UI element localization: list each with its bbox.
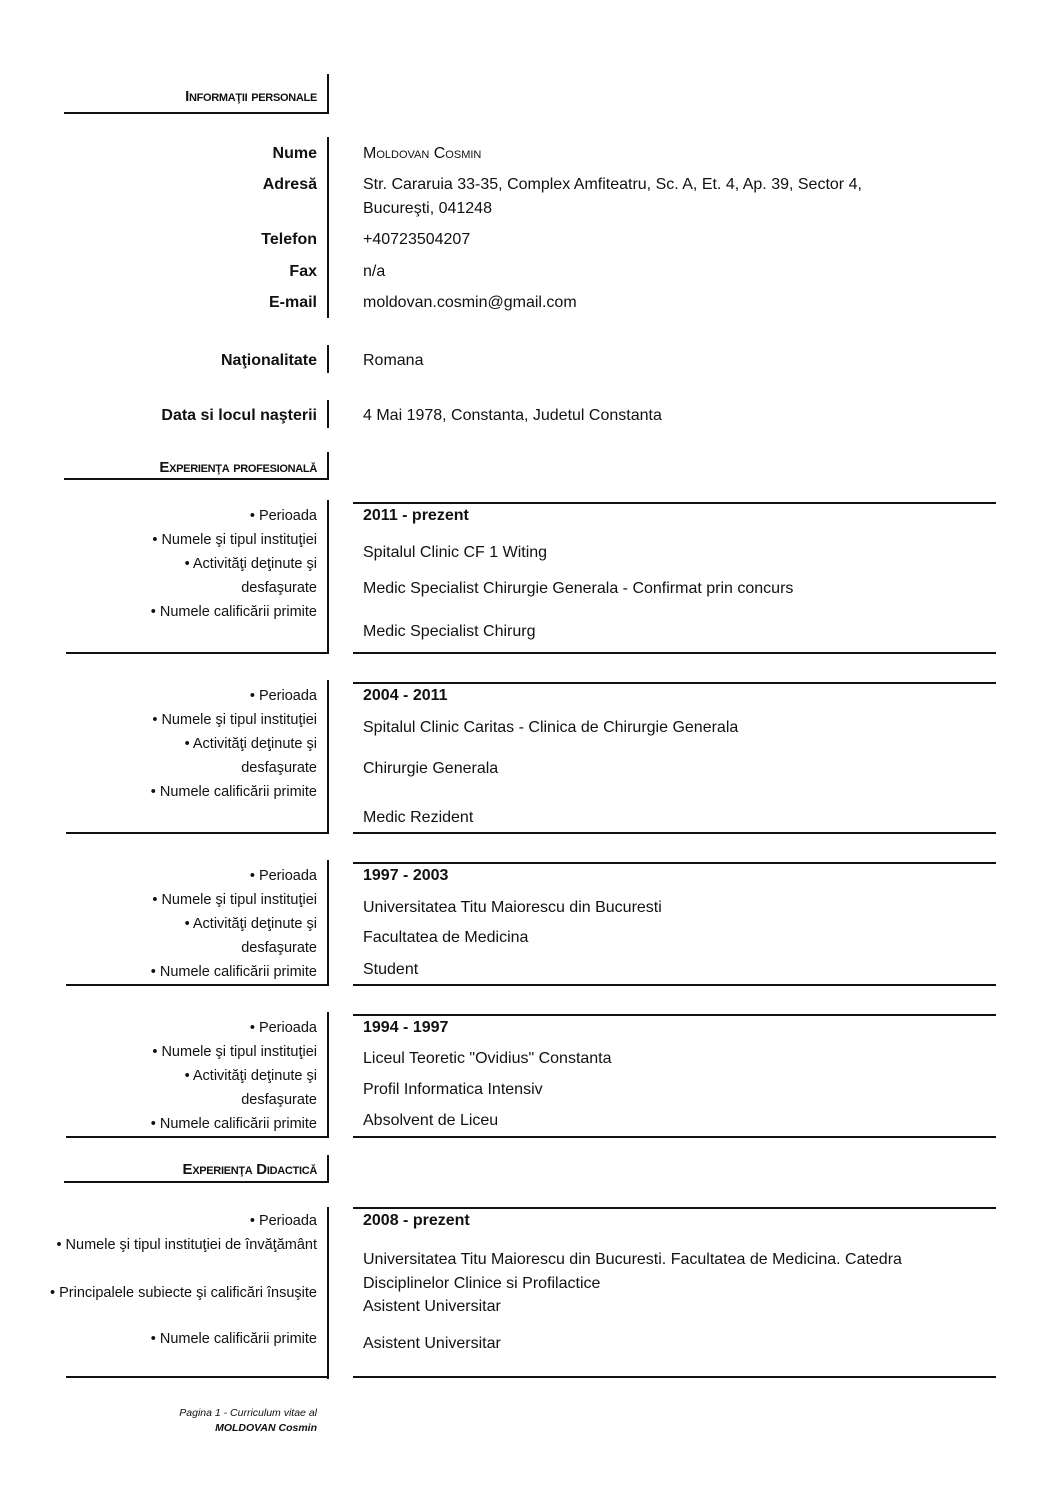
footer-line2: MOLDOVAN Cosmin — [215, 1422, 317, 1434]
didactic-period: 2008 - prezent — [363, 1212, 470, 1229]
entry-qualification: Medic Specialist Chirurg — [363, 623, 536, 640]
divider — [353, 1014, 996, 1016]
label-qualification: • Numele calificării primite — [150, 784, 317, 800]
divider — [327, 500, 329, 652]
entry-qualification: Student — [363, 961, 419, 978]
label-didactic-qualification: • Numele calificării primite — [150, 1331, 317, 1347]
label-didactic-period: • Perioada — [249, 1213, 317, 1229]
divider — [327, 1207, 329, 1379]
page-footer — [179, 1406, 317, 1436]
entry-institution: Spitalul Clinic CF 1 Witing — [363, 544, 548, 561]
divider — [327, 74, 329, 114]
label-qualification: • Numele calificării primite — [150, 964, 317, 980]
section-title-personal — [185, 88, 317, 105]
divider — [327, 1012, 329, 1136]
label-activity: • Activităţi deţinute şi desfaşurate — [184, 916, 317, 956]
entry-period: 1997 - 2003 — [363, 867, 449, 884]
divider — [64, 478, 329, 480]
divider — [66, 832, 329, 834]
label-qualification: • Numele calificării primite — [150, 604, 317, 620]
entry-institution: Universitatea Titu Maiorescu din Bucuresti — [363, 899, 662, 916]
entry-period: 2011 - prezent — [363, 507, 469, 524]
label-period: • Perioada — [249, 1020, 317, 1036]
label-name: Nume — [272, 145, 317, 162]
divider — [327, 137, 329, 318]
label-fax: Fax — [289, 263, 317, 280]
divider — [66, 1136, 329, 1138]
divider — [353, 502, 996, 504]
label-email: E-mail — [268, 294, 317, 311]
entry-activity: Facultatea de Medicina — [363, 929, 529, 946]
label-institution: • Numele şi tipul instituţiei — [152, 1044, 317, 1060]
value-birth: 4 Mai 1978, Constanta, Judetul Constanta — [363, 407, 662, 424]
divider — [353, 682, 996, 684]
divider — [66, 984, 329, 986]
entry-institution: Liceul Teoretic "Ovidius" Constanta — [363, 1050, 612, 1067]
divider — [64, 112, 329, 114]
label-period: • Perioada — [249, 868, 317, 884]
section-title-didactic-text: Experienţa Didactică — [182, 1161, 317, 1178]
label-institution: • Numele şi tipul instituţiei — [152, 892, 317, 908]
didactic-institution: Universitatea Titu Maiorescu din Bucuresti. Facultatea de Medicina. Catedra Disciplinelor Clinice si Profilactice — [363, 1251, 902, 1292]
label-activity: • Activităţi deţinute şi desfaşurate — [184, 736, 317, 776]
divider — [353, 984, 996, 986]
entry-period: 2004 - 2011 — [363, 687, 448, 704]
entry-qualification: Absolvent de Liceu — [363, 1112, 499, 1129]
value-address-line1: Str. Cararuia 33-35, Complex Amfiteatru, Sc. A, Et. 4, Ap. 39, Sector 4, — [363, 176, 862, 193]
divider — [66, 652, 329, 654]
label-period: • Perioada — [249, 688, 317, 704]
section-title-personal-text: Informaţii personale — [185, 88, 317, 105]
entry-activity: Chirurgie Generala — [363, 760, 499, 777]
divider — [353, 862, 996, 864]
entry-institution: Spitalul Clinic Caritas - Clinica de Chirurgie Generala — [363, 719, 739, 736]
divider — [327, 345, 329, 373]
entry-qualification: Medic Rezident — [363, 809, 474, 826]
divider — [327, 452, 329, 480]
divider — [327, 1155, 329, 1183]
value-fax: n/a — [363, 263, 386, 280]
label-nationality: Naţionalitate — [220, 352, 317, 369]
divider — [66, 1376, 329, 1378]
divider — [327, 860, 329, 984]
label-address: Adresă — [262, 176, 317, 193]
section-title-professional-text: Experienţa profesională — [159, 459, 317, 476]
value-email[interactable]: moldovan.cosmin@gmail.com — [363, 294, 577, 311]
label-institution: • Numele şi tipul instituţiei — [152, 532, 317, 548]
didactic-subjects: Asistent Universitar — [363, 1298, 501, 1315]
divider — [327, 680, 329, 832]
label-birth: Data si locul naşterii — [161, 407, 317, 424]
divider — [353, 832, 996, 834]
label-qualification: • Numele calificării primite — [150, 1116, 317, 1132]
label-period: • Perioada — [249, 508, 317, 524]
didactic-qualification: Asistent Universitar — [363, 1335, 501, 1352]
footer-line1: Pagina 1 - Curriculum vitae al — [179, 1407, 317, 1419]
divider — [327, 400, 329, 428]
section-title-didactic — [182, 1161, 317, 1178]
divider — [353, 1136, 996, 1138]
value-nationality: Romana — [363, 352, 424, 369]
divider — [353, 652, 996, 654]
label-didactic-subjects: • Principalele subiecte şi calificări însuşite — [50, 1285, 317, 1301]
value-name: Moldovan Cosmin — [363, 145, 482, 162]
entry-period: 1994 - 1997 — [363, 1019, 449, 1036]
label-institution: • Numele şi tipul instituţiei — [152, 712, 317, 728]
entry-activity: Medic Specialist Chirurgie Generala - Confirmat prin concurs — [363, 580, 794, 597]
label-activity: • Activităţi deţinute şi desfaşurate — [184, 556, 317, 596]
divider — [64, 1181, 329, 1183]
entry-activity: Profil Informatica Intensiv — [363, 1081, 543, 1098]
value-address-line2: Bucureşti, 041248 — [363, 200, 492, 217]
label-phone: Telefon — [261, 231, 317, 248]
divider — [353, 1207, 996, 1209]
section-title-professional — [159, 459, 317, 476]
value-phone: +40723504207 — [363, 231, 471, 248]
label-activity: • Activităţi deţinute şi desfaşurate — [184, 1068, 317, 1108]
divider — [353, 1376, 996, 1378]
label-didactic-institution: • Numele şi tipul instituţiei de învăţământ — [56, 1237, 317, 1253]
